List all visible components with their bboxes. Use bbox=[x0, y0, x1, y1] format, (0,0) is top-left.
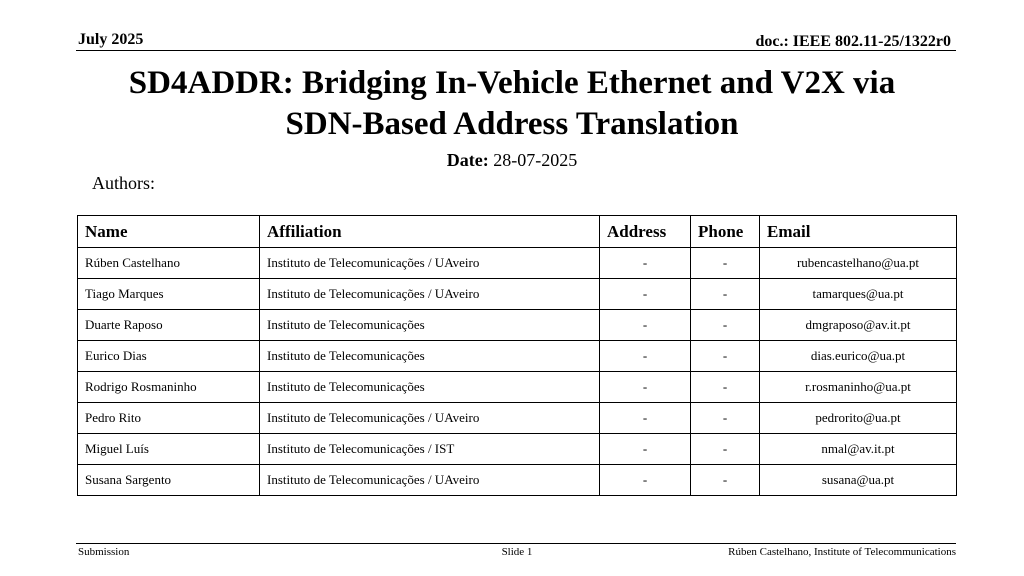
cell-affiliation: Instituto de Telecomunicações / UAveiro bbox=[260, 248, 600, 279]
authors-table bbox=[77, 215, 957, 496]
cell-phone: - bbox=[691, 310, 760, 341]
slide-title-line-1: SD4ADDR: Bridging In-Vehicle Ethernet and V2X via bbox=[128, 65, 896, 101]
cell-phone: - bbox=[691, 403, 760, 434]
cell-phone: - bbox=[691, 465, 760, 496]
cell-phone: - bbox=[691, 341, 760, 372]
cell-affiliation: Instituto de Telecomunicações / UAveiro bbox=[260, 403, 600, 434]
footer-submission: Submission bbox=[78, 546, 130, 558]
cell-address: - bbox=[600, 434, 691, 465]
cell-name: Tiago Marques bbox=[78, 279, 260, 310]
table-row bbox=[78, 279, 957, 310]
column-header-email: Email bbox=[760, 216, 957, 248]
cell-phone: - bbox=[691, 434, 760, 465]
column-header-affiliation: Affiliation bbox=[260, 216, 600, 248]
cell-name: Susana Sargento bbox=[78, 465, 260, 496]
table-header-row bbox=[78, 216, 957, 248]
table-row bbox=[78, 248, 957, 279]
cell-name: Miguel Luís bbox=[78, 434, 260, 465]
footer-divider bbox=[76, 543, 956, 544]
cell-address: - bbox=[600, 372, 691, 403]
cell-address: - bbox=[600, 465, 691, 496]
cell-address: - bbox=[600, 279, 691, 310]
column-header-phone: Phone bbox=[691, 216, 760, 248]
table-row bbox=[78, 403, 957, 434]
cell-email: susana@ua.pt bbox=[760, 465, 957, 496]
cell-affiliation: Instituto de Telecomunicações bbox=[260, 310, 600, 341]
cell-affiliation: Instituto de Telecomunicações / UAveiro bbox=[260, 465, 600, 496]
cell-affiliation: Instituto de Telecomunicações bbox=[260, 372, 600, 403]
cell-affiliation: Instituto de Telecomunicações bbox=[260, 341, 600, 372]
cell-phone: - bbox=[691, 248, 760, 279]
cell-name: Eurico Dias bbox=[78, 341, 260, 372]
authors-label: Authors: bbox=[92, 173, 155, 193]
footer-slide-number: Slide 1 bbox=[501, 546, 533, 558]
header-date: July 2025 bbox=[78, 31, 144, 48]
cell-email: pedrorito@ua.pt bbox=[760, 403, 957, 434]
date-label: Date: bbox=[446, 150, 489, 170]
cell-name: Pedro Rito bbox=[78, 403, 260, 434]
table-row bbox=[78, 341, 957, 372]
slide-date bbox=[0, 150, 1024, 171]
cell-name: Rodrigo Rosmaninho bbox=[78, 372, 260, 403]
table-row bbox=[78, 372, 957, 403]
cell-address: - bbox=[600, 403, 691, 434]
cell-affiliation: Instituto de Telecomunicações / UAveiro bbox=[260, 279, 600, 310]
cell-email: tamarques@ua.pt bbox=[760, 279, 957, 310]
slide-title-line-2: SDN-Based Address Translation bbox=[285, 106, 739, 142]
table-row bbox=[78, 434, 957, 465]
cell-email: dmgraposo@av.it.pt bbox=[760, 310, 957, 341]
cell-name: Rúben Castelhano bbox=[78, 248, 260, 279]
cell-email: r.rosmaninho@ua.pt bbox=[760, 372, 957, 403]
header-divider bbox=[76, 50, 956, 51]
table-row bbox=[78, 310, 957, 341]
slide-title bbox=[0, 63, 1024, 145]
table-row bbox=[78, 465, 957, 496]
cell-address: - bbox=[600, 341, 691, 372]
column-header-name: Name bbox=[78, 216, 260, 248]
header-doc-id: doc.: IEEE 802.11-25/1322r0 bbox=[755, 33, 951, 50]
cell-address: - bbox=[600, 310, 691, 341]
cell-email: dias.eurico@ua.pt bbox=[760, 341, 957, 372]
cell-affiliation: Instituto de Telecomunicações / IST bbox=[260, 434, 600, 465]
footer-author: Rúben Castelhano, Institute of Telecommunications bbox=[728, 546, 956, 558]
cell-phone: - bbox=[691, 372, 760, 403]
column-header-address: Address bbox=[600, 216, 691, 248]
cell-name: Duarte Raposo bbox=[78, 310, 260, 341]
cell-address: - bbox=[600, 248, 691, 279]
date-value: 28-07-2025 bbox=[488, 150, 578, 170]
cell-email: rubencastelhano@ua.pt bbox=[760, 248, 957, 279]
cell-email: nmal@av.it.pt bbox=[760, 434, 957, 465]
cell-phone: - bbox=[691, 279, 760, 310]
